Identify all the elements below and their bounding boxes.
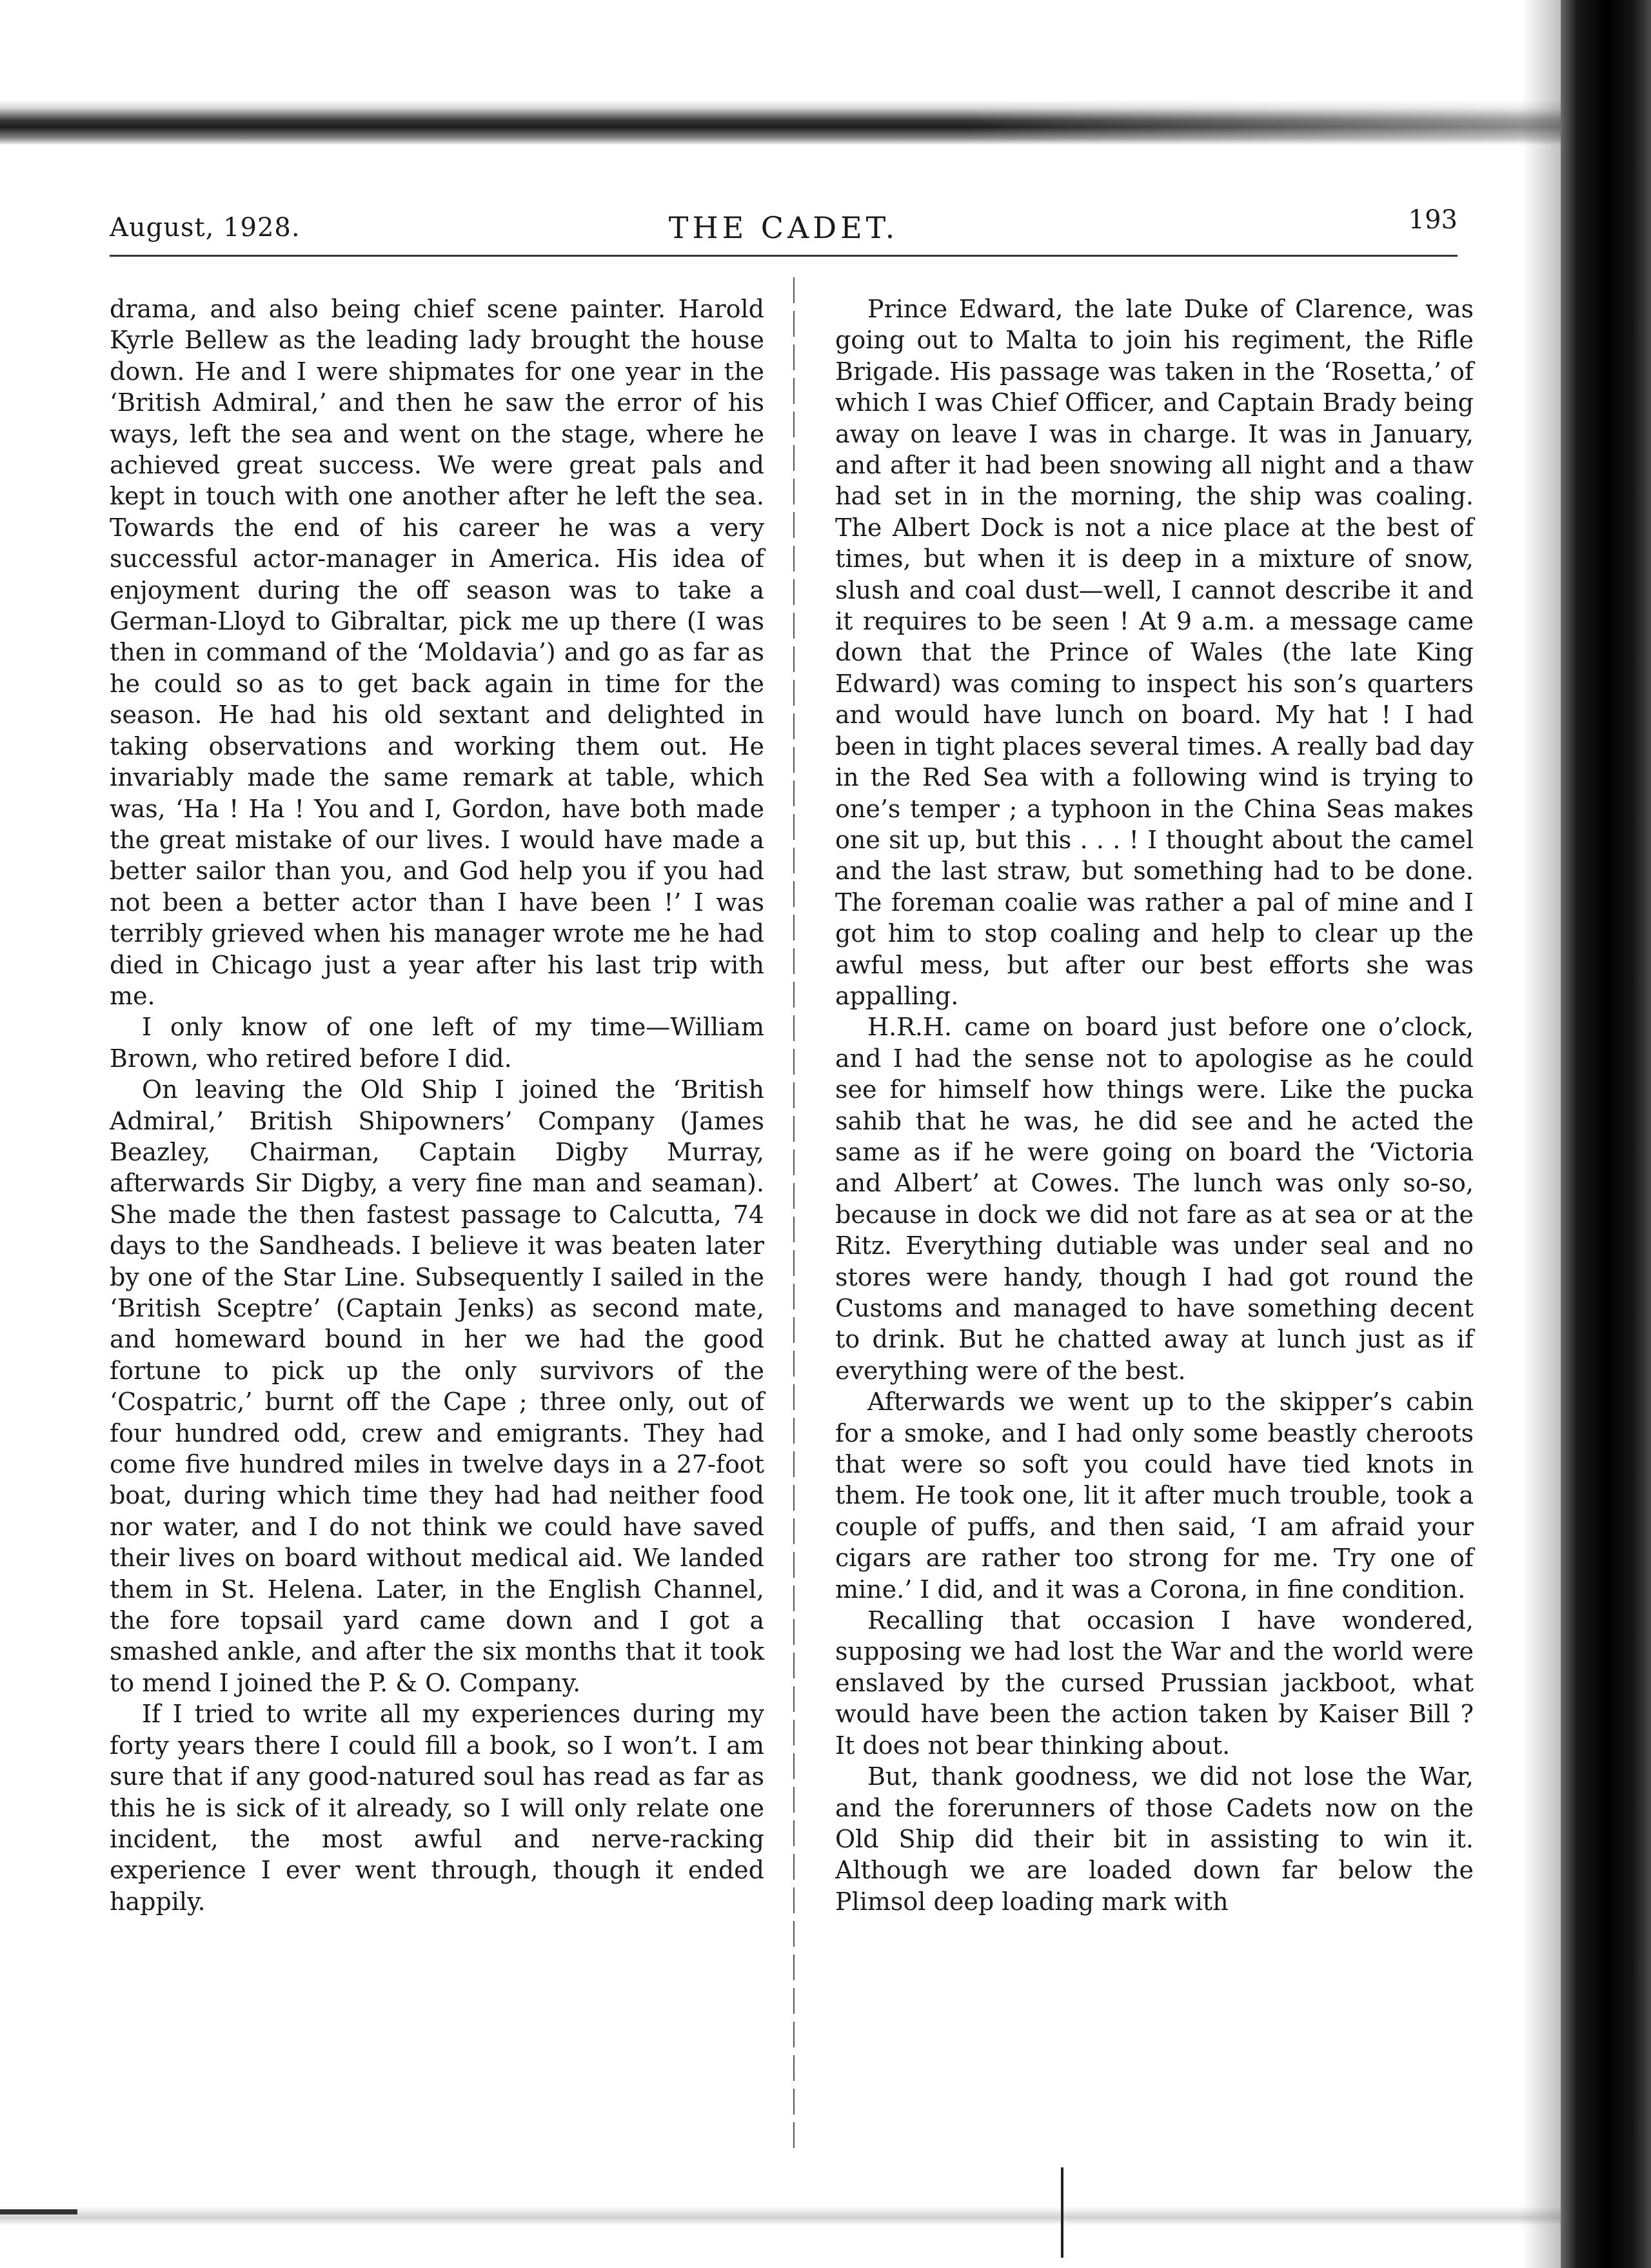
paragraph: H.R.H. came on board just before one o’clock, and I had the sense not to apologise as he could see for himself how things were. Like the pucka sahib that he was, he did see and he acted the same as if he were going on board the ‘Victoria and Albert’ at Cowes. The lunch was only so-so, because in dock we did not fare as at sea or at the Ritz. Everything dutiable was under seal and no stores were handy, though I had got round the Customs and managed to have something decent to drink. But he chatted away at lunch just as if everything were of the best. xyxy=(835,1013,1474,1385)
header-date: August, 1928. xyxy=(110,213,301,243)
paragraph: On leaving the Old Ship I joined the ‘British Admiral,’ British Shipowners’ Company (James Beazley, Chairman, Captain Digby Murray, afterwards Sir Digby, a very fine man and seaman). She made the then fastest passage to Calcutta, 74 days to the Sandheads. I believe it was beaten later by one of the Star Line. Subsequently I sailed in the ‘British Sceptre’ (Captain Jenks) as second mate, and homeward bound in her we had the good fortune to pick up the only survivors of the ‘Cospatric,’ burnt off the Cape ; three only, out of four hundred odd, crew and emigrants. They had come five hundred miles in twelve days in a 27-foot boat, during which time they had had neither food nor water, and I do not think we could have saved their lives on board without medical aid. We landed them in St. Helena. Later, in the English Channel, the fore topsail yard came down and I got a smashed ankle, and after the six months that it took to mend I joined the P. & O. Company. xyxy=(110,1075,764,1697)
scan-spine-shadow xyxy=(1522,0,1561,2268)
paragraph: Prince Edward, the late Duke of Clarence, was going out to Malta to join his regiment, the Rifle Brigade. His passage was taken in the ‘Rosetta,’ of which I was Chief Officer, and Captain Brady being away on leave I was in charge. It was in January, and after it had been snowing all night and a thaw had set in in the morning, the ship was coaling. The Albert Dock is not a nice place at the best of times, but when it is deep in a mixture of snow, slush and coal dust—well, I cannot describe it and it requires to be seen ! At 9 a.m. a message came down that the Prince of Wales (the late King Edward) was coming to inspect his son’s quarters and would have lunch on board. My hat ! I had been in tight places several times. A really bad day in the Red Sea with a following wind is trying to one’s temper ; a typhoon in the China Seas makes one sit up, but this . . . ! I thought about the camel and the last straw, but something had to be done. The foreman coalie was rather a pal of mine and I got him to stop coaling and help to clear up the awful mess, but after our best efforts she was appalling. xyxy=(835,295,1474,1010)
scan-bottom-mark xyxy=(1061,2167,1063,2258)
book-spine-edge xyxy=(1561,0,1651,2268)
paragraph: If I tried to write all my experiences during my forty years there I could fill a book, so I won’t. I am sure that if any good-natured soul has read as far as this he is sick of it already, so I will only relate one incident, the most awful and nerve-racking experience I ever went through, though it ended happily. xyxy=(110,1700,764,1916)
scan-bottom-smudge xyxy=(0,2206,1561,2225)
paragraph: I only know of one left of my time—William Brown, who retired before I did. xyxy=(110,1013,764,1073)
header-rule xyxy=(110,255,1458,257)
scan-bottom-left-mark xyxy=(0,2209,77,2214)
paragraph: Afterwards we went up to the skipper’s cabin for a smoke, and I had only some beastly cheroots that were so soft you could have tied knots in them. He took one, lit it after much trouble, took a couple of puffs, and then said, ‘I am afraid your cigars are rather too strong for me. Try one of mine.’ I did, and it was a Corona, in fine condition. xyxy=(835,1388,1474,1604)
publication-title: THE CADET. xyxy=(668,210,899,245)
paragraph: Recalling that occasion I have wondered, supposing we had lost the War and the world were enslaved by the cursed Prussian jackboot, what would have been the action taken by Kaiser Bill ? It does not bear thinking about. xyxy=(835,1606,1474,1760)
page-number: 193 xyxy=(1408,205,1458,235)
scan-top-border-fade xyxy=(967,97,1587,148)
left-column xyxy=(110,293,764,1917)
right-column xyxy=(835,293,1474,1917)
paragraph: But, thank goodness, we did not lose the War, and the forerunners of those Cadets now on the Old Ship did their bit in assisting to win it. Although we are loaded down far below the Plimsol deep loading mark with xyxy=(835,1762,1474,1916)
column-divider xyxy=(793,277,795,2148)
paragraph: drama, and also being chief scene painter. Harold Kyrle Bellew as the leading lady brought the house down. He and I were shipmates for one year in the ‘British Admiral,’ and then he saw the error of his ways, left the sea and went on the stage, where he achieved great success. We were great pals and kept in touch with one another after he left the sea. Towards the end of his career he was a very successful actor-manager in America. His idea of enjoyment during the off season was to take a German-Lloyd to Gibraltar, pick me up there (I was then in command of the ‘Moldavia’) and go as far as he could so as to get back again in time for the season. He had his old sextant and delighted in taking observations and working them out. He invariably made the same remark at table, which was, ‘Ha ! Ha ! You and I, Gordon, have both made the great mistake of our lives. I would have made a better sailor than you, and God help you if you had not been a better actor than I have been !’ I was terribly grieved when his manager wrote me he had died in Chicago just a year after his last trip with me. xyxy=(110,295,764,1010)
running-header xyxy=(110,205,1458,257)
